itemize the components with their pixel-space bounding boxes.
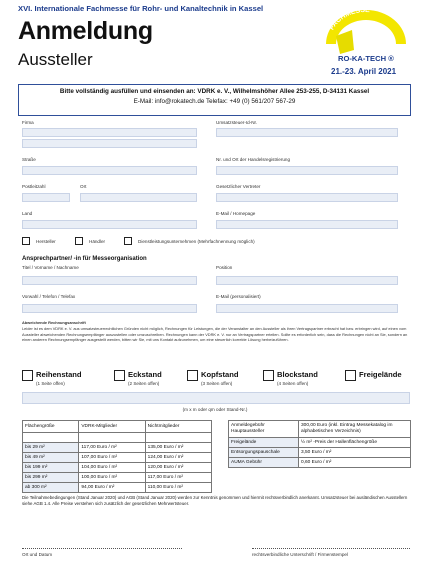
price-cell[interactable]: bis 49 m² xyxy=(23,453,79,463)
contact-email-label: E-Mail (personalisiert) xyxy=(216,294,261,299)
kopfstand-sub: (3 Seiten offen) xyxy=(201,381,233,386)
firma-input[interactable] xyxy=(22,128,197,137)
ust-input[interactable] xyxy=(216,128,398,137)
land-input[interactable] xyxy=(22,220,197,229)
contact-position-input[interactable] xyxy=(216,276,398,285)
table-row xyxy=(23,443,212,453)
table-row xyxy=(23,473,212,483)
plz-label: Postleitzahl xyxy=(22,184,46,189)
fee-cell: 3,50 Euro / m² xyxy=(299,448,411,458)
contact-name-label: Titel / Vorname / Nachname xyxy=(22,265,79,270)
haendler-checkbox[interactable] xyxy=(75,237,83,245)
table-row xyxy=(23,453,212,463)
event-date: 21.-23. April 2021 xyxy=(331,67,397,76)
strasse-label: Straße xyxy=(22,157,36,162)
table-row xyxy=(229,438,411,448)
fee-cell[interactable]: AUMA Gebühr xyxy=(229,458,299,468)
place-date-label: Ort und Datum xyxy=(22,552,53,557)
ust-label: Umsatzsteuer-Id-Nr. xyxy=(216,120,258,125)
fee-cell[interactable]: Freigelände xyxy=(229,438,299,448)
email-label: E-Mail / Homepage xyxy=(216,211,256,216)
price-cell: 117,00 Euro / m² xyxy=(79,443,145,453)
page-title: Anmeldung xyxy=(18,17,153,45)
eckstand-checkbox[interactable] xyxy=(114,370,125,381)
ort-input[interactable] xyxy=(80,193,197,202)
price-cell[interactable]: ab 300 m² xyxy=(23,483,79,493)
fee-table xyxy=(228,420,411,468)
place-date-line[interactable] xyxy=(22,548,182,549)
eckstand-label: Eckstand xyxy=(128,370,162,379)
kopfstand-label: Kopfstand xyxy=(201,370,239,379)
send-to-line: Bitte vollständig ausfüllen und einsenden an: VDRK e. V., Wilhelmshöher Allee 253-255, D-34131 Kassel xyxy=(59,88,370,95)
billing-heading: Abweichende Rechnungsanschrift xyxy=(22,320,86,325)
price-header: Nichtmitglieder xyxy=(145,421,211,433)
logo-arc-text: FACHMESSE xyxy=(328,6,370,32)
firma-label: Firma xyxy=(22,120,34,125)
hersteller-checkbox[interactable] xyxy=(22,237,30,245)
fee-cell: Anmeldegebühr Hauptaussteller xyxy=(229,421,299,438)
contact-name-input[interactable] xyxy=(22,276,197,285)
price-table xyxy=(22,420,212,493)
haendler-label: Händler xyxy=(89,239,106,244)
blockstand-label: Blockstand xyxy=(277,370,318,379)
send-to-box xyxy=(18,84,411,116)
price-cell[interactable]: bis 29 m² xyxy=(23,443,79,453)
dienstleister-checkbox[interactable] xyxy=(124,237,132,245)
contact-phone-label: Vorwahl / Telefon / Telefax xyxy=(22,294,76,299)
contact-line: E-Mail: info@rokatech.de Telefax: +49 (0) 561/207 567-29 xyxy=(133,97,296,105)
contact-heading: Ansprechpartner/ -in für Messeorganisation xyxy=(22,256,147,262)
fee-cell[interactable]: Entsorgungspauschale xyxy=(229,448,299,458)
eckstand-sub: (2 Seiten offen) xyxy=(128,381,160,386)
blockstand-checkbox[interactable] xyxy=(263,370,274,381)
freigelaende-label: Freigelände xyxy=(359,370,402,379)
size-hint: (m x m oder qm oder Stand-Nr.) xyxy=(182,407,248,412)
table-row xyxy=(229,448,411,458)
price-cell: 120,00 Euro / m² xyxy=(145,463,211,473)
signature-label: rechtsverbindliche Unterschrift / Firmenstempel xyxy=(252,552,348,557)
plz-input[interactable] xyxy=(22,193,70,202)
billing-text: Leider ist es dem VDRK e. V. aus umsatzsteuerrechtlichen Gründen nicht möglich, Rechnungen für Leistungen, die der Veranstalter an den Aussteller als ihren Vertragspartner erbracht hat bzw. erbringen wird, auf einen vom Aussteller abweichenden Rechnungsempfänger auszustellen oder umzuschreiben. Rechnungen kann der VDRK e. V. nur an Vertragspartner erteilen. Sollte es erforderlich sein, dass die Rechnungen nicht an Sie, sondern an einen anderen Rechnungsempfänger ausgestellt werden, bitten wir Sie, mit uns Kontakt aufzunehmen, um eine steuerlich korrekte Lösung herbeizuführen. xyxy=(22,326,408,343)
vertreter-input[interactable] xyxy=(216,193,398,202)
blockstand-sub: (4 Seiten offen) xyxy=(277,381,309,386)
price-cell: 110,00 Euro / m² xyxy=(145,483,211,493)
fee-cell: ½ m² -Preis der Hallenflächengröße xyxy=(299,438,411,448)
ort-label: Ort xyxy=(80,184,87,189)
price-cell: 104,00 Euro / m² xyxy=(79,463,145,473)
price-cell: 135,00 Euro / m² xyxy=(145,443,211,453)
firma-input-2[interactable] xyxy=(22,139,197,148)
price-cell: 117,00 Euro / m² xyxy=(145,473,211,483)
hr-input[interactable] xyxy=(216,166,398,175)
page-subtitle: Aussteller xyxy=(18,50,93,69)
price-cell[interactable]: bis 299 m² xyxy=(23,473,79,483)
price-cell[interactable]: bis 199 m² xyxy=(23,463,79,473)
strasse-input[interactable] xyxy=(22,166,197,175)
table-row xyxy=(23,483,212,493)
freigelaende-checkbox[interactable] xyxy=(345,370,356,381)
price-header: Flächengröße xyxy=(23,421,79,433)
kopfstand-checkbox[interactable] xyxy=(187,370,198,381)
price-cell: 94,00 Euro / m² xyxy=(79,483,145,493)
email-input[interactable] xyxy=(216,220,398,229)
contact-email-input[interactable] xyxy=(216,304,398,313)
table-row xyxy=(229,421,411,438)
fee-cell: 0,60 Euro / m² xyxy=(299,458,411,468)
fee-cell: 300,00 Euro (inkl. Eintrag Messekatalog im alphabetischen Verzeichnis) xyxy=(299,421,411,438)
price-cell: 124,00 Euro / m² xyxy=(145,453,211,463)
booth-size-input[interactable] xyxy=(22,392,410,404)
hr-label: Nr. und Ort der Handelsregistrierung xyxy=(216,157,291,162)
reihenstand-label: Reihenstand xyxy=(36,370,82,379)
price-cell: 100,00 Euro / m² xyxy=(79,473,145,483)
table-row xyxy=(23,463,212,473)
contact-phone-input[interactable] xyxy=(22,304,197,313)
dienstleister-label: Dienstleistungsunternehmen (Mehrfachnennung möglich) xyxy=(138,239,255,244)
reihenstand-sub: (1 Seite offen) xyxy=(36,381,65,386)
contact-position-label: Position xyxy=(216,265,233,270)
event-line: XVI. Internationale Fachmesse für Rohr- und Kanaltechnik in Kassel xyxy=(18,4,264,13)
logo-text: RO-KA-TECH ® xyxy=(338,54,394,63)
price-cell: 107,00 Euro / m² xyxy=(79,453,145,463)
table-row xyxy=(229,458,411,468)
vertreter-label: Gesetzlicher Vertreter xyxy=(216,184,261,189)
terms-text: Die Teilnahmebedingungen (Stand Januar 2020) und AGB (Stand Januar 2020) werden zur Kenntnis genommen und hiermit rechtsverbindlich anerkannt. Umsatzsteuer bei ausländischen Ausstellern siehe AGB 1.4. Alle Preise verstehen sich zusätzlich der gesetzlichen Mehrwertsteuer. xyxy=(22,495,408,506)
price-header: VDRK-Mitglieder xyxy=(79,421,145,433)
signature-line[interactable] xyxy=(252,548,410,549)
hersteller-label: Hersteller xyxy=(36,239,56,244)
land-label: Land xyxy=(22,211,33,216)
reihenstand-checkbox[interactable] xyxy=(22,370,33,381)
